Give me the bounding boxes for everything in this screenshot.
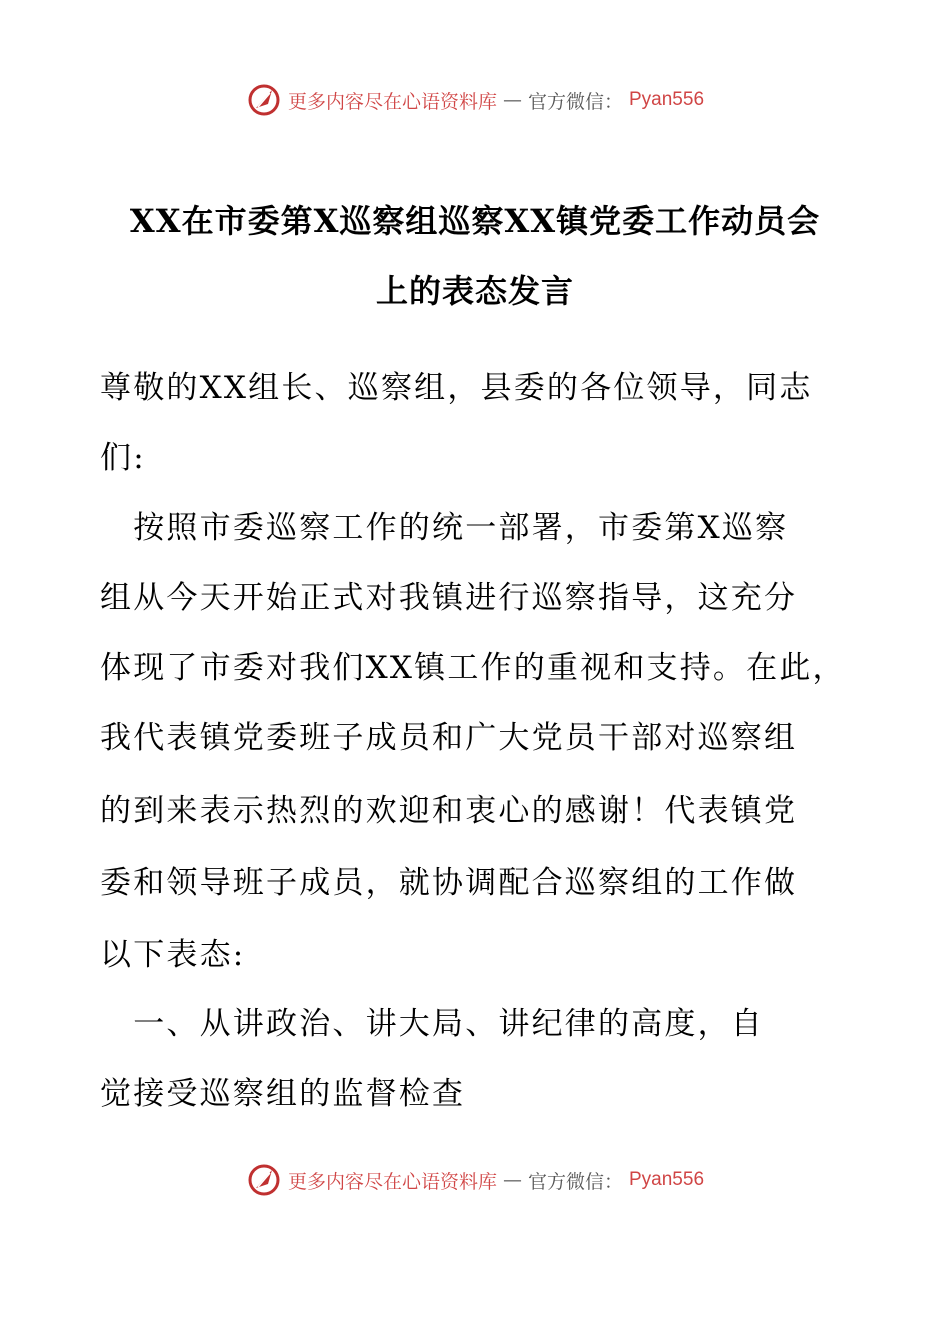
watermark-dash: —	[502, 1169, 522, 1191]
body-line: 们:	[100, 440, 146, 476]
watermark-id: Pyan556	[629, 1169, 705, 1190]
quill-logo-icon	[246, 82, 282, 118]
body-line: 以下表态:	[100, 937, 246, 973]
watermark-label: 官方微信：	[527, 90, 623, 113]
document-title-line-1: XX在市委第X巡察组巡察XX镇党委工作动员会	[129, 202, 821, 240]
body-line: 按照市委巡察工作的统一部署，市委第X巡察	[100, 510, 789, 546]
watermark-dash: —	[502, 89, 522, 111]
quill-logo-icon	[246, 1162, 282, 1198]
watermark-text: 更多内容尽在心语资料库	[287, 90, 497, 113]
body-line: 尊敬的XX组长、巡察组，县委的各位领导，同志	[100, 370, 813, 406]
body-line: 一、从讲政治、讲大局、讲纪律的高度，自	[100, 1006, 764, 1042]
watermark-text: 更多内容尽在心语资料库	[287, 1170, 497, 1193]
body-line: 委和领导班子成员，就协调配合巡察组的工作做	[100, 865, 798, 901]
header-watermark	[0, 82, 950, 122]
watermark-label: 官方微信：	[527, 1170, 623, 1193]
watermark-id: Pyan556	[629, 89, 705, 110]
body-line: 的到来表示热烈的欢迎和衷心的感谢！代表镇党	[100, 793, 798, 829]
document-title-line-2: 上的表态发言	[375, 272, 574, 310]
footer-watermark	[0, 1162, 950, 1202]
body-line: 体现了市委对我们XX镇工作的重视和支持。在此，	[100, 650, 846, 686]
body-line: 觉接受巡察组的监督检查	[100, 1076, 466, 1112]
body-line: 组从今天开始正式对我镇进行巡察指导，这充分	[100, 580, 798, 616]
body-line: 我代表镇党委班子成员和广大党员干部对巡察组	[100, 720, 798, 756]
